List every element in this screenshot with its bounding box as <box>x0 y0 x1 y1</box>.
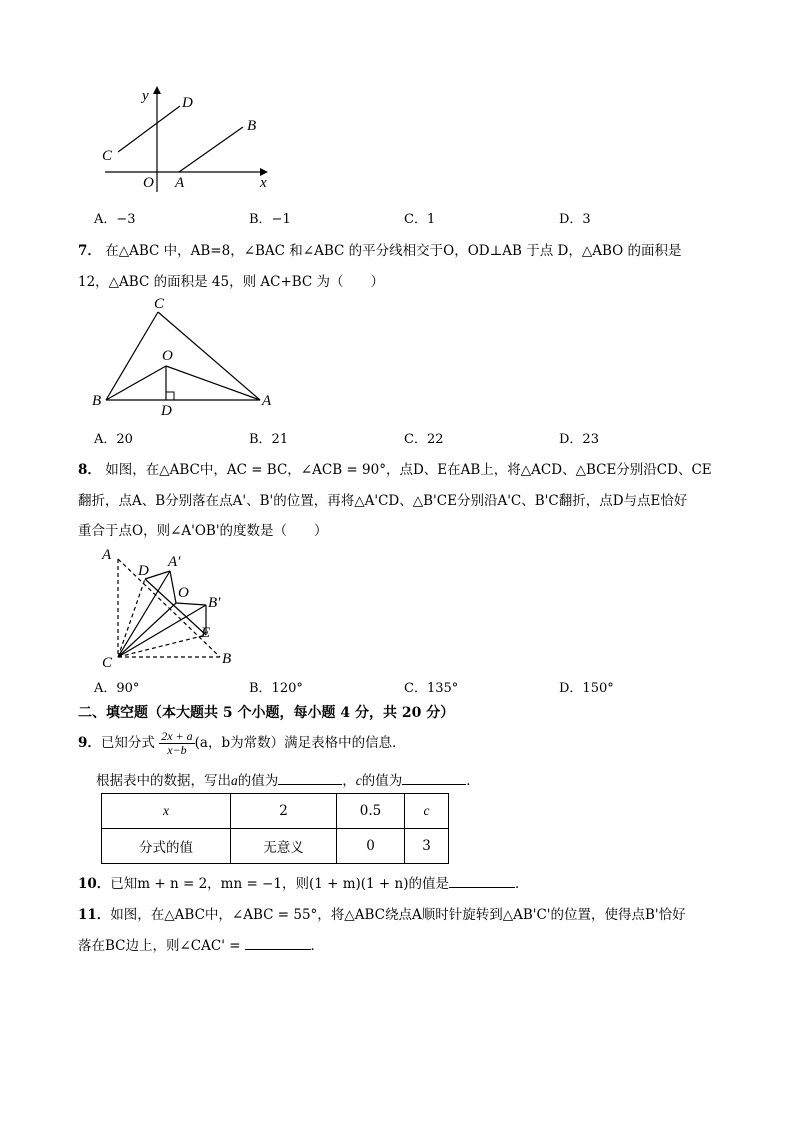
q9-line2-text-e: ． <box>466 773 480 789</box>
label-d: D <box>161 403 172 419</box>
q8-line1 <box>78 458 712 478</box>
q9-suffix: (a，b为常数）满足表格中的信息． <box>194 735 406 751</box>
q6-option-d[interactable]: D．3 <box>559 212 591 227</box>
label-y: y <box>142 88 149 104</box>
q9-var-c: c <box>355 773 362 788</box>
q6-option-a[interactable]: A．−3 <box>94 212 136 227</box>
q7-option-b[interactable]: B．21 <box>249 432 289 447</box>
q10-line <box>78 872 529 892</box>
q7-option-c[interactable]: C．22 <box>404 432 444 447</box>
q7-text-line2: 12，△ABC 的面积是 45，则 AC+BC 为（ ） <box>78 274 385 290</box>
right-angle-mark <box>166 392 174 400</box>
table-row <box>102 829 449 864</box>
q11-end: ． <box>310 938 325 954</box>
table-cell: 无意义 <box>231 829 337 864</box>
q9-line2-text-c: ， <box>342 773 356 789</box>
q8-fold-figure <box>98 545 248 670</box>
q9-number: 9． <box>78 735 101 751</box>
q8-option-c[interactable]: C．135° <box>404 681 459 696</box>
q11-answer-blank[interactable] <box>245 936 311 950</box>
segment-bo <box>106 366 166 400</box>
q11-line1 <box>78 903 686 923</box>
dashed-ce <box>118 635 206 657</box>
q9-fraction <box>159 730 194 757</box>
q8-option-b[interactable]: B．120° <box>249 681 303 696</box>
q10-number: 10． <box>78 876 111 892</box>
section-heading: 二、填空题（本大题共 5 个小题，每小题 4 分，共 20 分） <box>78 705 455 721</box>
label-d: D <box>138 563 149 579</box>
segment-cd <box>118 106 180 152</box>
label-c: C <box>102 148 113 164</box>
table-cell: c <box>405 794 449 829</box>
table-cell: 3 <box>405 829 449 864</box>
q9-line2-text-b: 的值为 <box>237 773 279 789</box>
table-cell: 0 <box>337 829 405 864</box>
label-b: B <box>247 118 257 134</box>
q6-option-b[interactable]: B．−1 <box>249 212 291 227</box>
q8-text-line1: 如图，在△ABC中，AC = BC，∠ACB = 90°，点D、E在AB上，将△ACD、△BCE分别沿CD、CE <box>105 462 712 478</box>
q9-fraction-numerator: 2x + a <box>161 729 193 743</box>
side-bc <box>106 312 158 400</box>
q11-number: 11． <box>78 907 111 923</box>
q7-triangle-figure <box>88 294 288 419</box>
y-axis-arrow <box>153 86 161 94</box>
q10-text: 已知m + n = 2，mn = −1，则(1 + m)(1 + n)的值是 <box>110 876 449 892</box>
label-a-prime: A′ <box>168 554 181 570</box>
segment-de <box>145 579 206 635</box>
q7-line1 <box>78 239 682 259</box>
q8-text-line2: 翻折，点A、B分别落在点A'、B'的位置，再将△A'CD、△B'CE分别沿A'C、B'C翻折，点D与点E恰好 <box>78 493 688 509</box>
table-cell: x <box>102 794 231 829</box>
q9-value-table <box>101 793 449 864</box>
table-cell: 0.5 <box>337 794 405 829</box>
table-cell: 分式的值 <box>102 829 231 864</box>
q7-number: 7． <box>78 243 101 259</box>
label-o: O <box>162 348 173 364</box>
label-c: C <box>154 296 165 312</box>
q8-number: 8． <box>78 462 101 478</box>
q7-option-a[interactable]: A．20 <box>94 432 133 447</box>
label-o: O <box>143 175 154 191</box>
q11-text-line2: 落在BC边上，则∠CAC' = <box>78 938 241 954</box>
segment-a2o <box>170 571 176 603</box>
side-ca <box>158 312 260 400</box>
q9-line2 <box>96 769 480 789</box>
q7-option-d[interactable]: D．23 <box>559 432 599 447</box>
q8-option-a[interactable]: A．90° <box>94 681 140 696</box>
segment-co <box>118 603 176 657</box>
table-row <box>102 794 449 829</box>
q11-line2 <box>78 934 324 954</box>
label-b: B <box>92 393 102 409</box>
q8-option-d[interactable]: D．150° <box>559 681 614 696</box>
q7-text-line1: 在△ABC 中，AB=8，∠BAC 和∠ABC 的平分线相交于O，OD⊥AB 于点 D，△ABO 的面积是 <box>105 243 682 259</box>
segment-cb2 <box>118 605 206 657</box>
q9-var-a: a <box>231 773 238 788</box>
segment-ab <box>179 127 243 172</box>
q9-line2-text-a: 根据表中的数据，写出 <box>96 773 231 789</box>
q9-line1 <box>78 728 406 758</box>
segment-ao <box>166 366 260 400</box>
table-cell: 2 <box>231 794 337 829</box>
label-e: E <box>201 625 211 641</box>
q9-line2-text-d: 的值为 <box>361 773 403 789</box>
segment-ob2 <box>176 603 206 605</box>
label-x: x <box>260 175 267 191</box>
q10-answer-blank[interactable] <box>449 874 515 888</box>
q6-option-c[interactable]: C．1 <box>404 212 436 227</box>
q9-prefix: 已知分式 <box>100 735 155 751</box>
label-a: A <box>102 547 112 563</box>
q9-fraction-denominator: x−b <box>167 743 187 757</box>
label-o: O <box>178 585 189 601</box>
q6-coordinate-figure <box>95 82 275 197</box>
label-d: D <box>182 95 193 111</box>
label-b-prime: B′ <box>208 595 221 611</box>
q8-text-line3: 重合于点O，则∠A'OB'的度数是（ ） <box>78 523 328 539</box>
q9-answer-a-blank[interactable] <box>278 771 342 785</box>
q9-answer-c-blank[interactable] <box>402 771 466 785</box>
label-b: B <box>222 651 232 667</box>
label-a: A <box>262 393 272 409</box>
label-a: A <box>175 175 185 191</box>
q10-end: ． <box>515 876 529 892</box>
q11-text-line1: 如图，在△ABC中，∠ABC = 55°，将△ABC绕点A顺时针旋转到△AB'C'的位置，使得点B'恰好 <box>110 907 686 923</box>
label-c: C <box>102 655 113 670</box>
